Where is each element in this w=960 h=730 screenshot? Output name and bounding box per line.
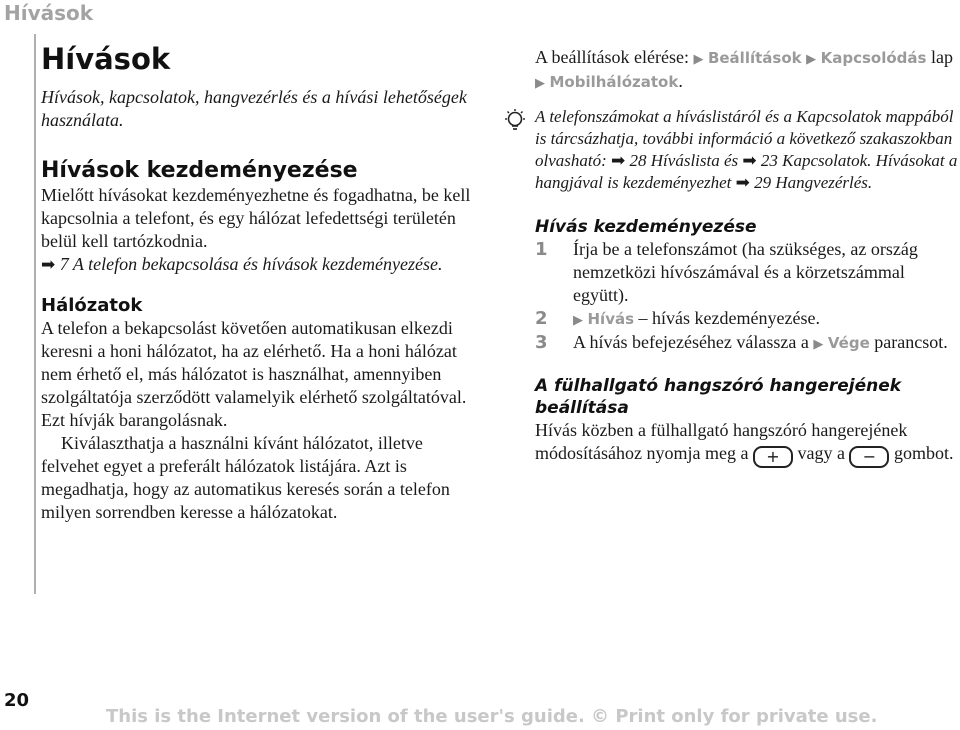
reference-arrow-icon: ➡ bbox=[41, 255, 56, 275]
networks-paragraph-2: Kiválaszthatja a használni kívánt hálózatot, illetve felvehet egyet a preferált hálózatok listájára. Azt is megadhatja, hogy az automatikus keresés során a telefon milyen sorrendben keresse a hálózatokat. bbox=[41, 433, 450, 522]
section-heading-earpiece-volume: A fülhallgató hangszóró hangerejének beállítása bbox=[535, 376, 902, 418]
menu-arrow-icon: ▶ bbox=[573, 312, 583, 327]
page-title: Hívások bbox=[41, 42, 171, 76]
intro-text: Hívások, kapcsolatok, hangvezérlés és a hívási lehetőségek használata. bbox=[41, 87, 467, 130]
menu-item-settings[interactable]: Beállítások bbox=[707, 49, 802, 67]
step-number: 2 bbox=[535, 308, 548, 329]
tip-reference-call-list[interactable]: 28 Híváslista bbox=[629, 151, 720, 170]
list-item bbox=[535, 307, 960, 331]
step-text: – hívás kezdeményezése. bbox=[638, 308, 820, 328]
menu-arrow-icon: ▶ bbox=[535, 75, 545, 90]
tip-box bbox=[535, 106, 960, 194]
volume-text-1: Hívás közben a fülhallgató hangszóró hangerejének módosításához nyomja meg a bbox=[535, 420, 908, 463]
step-number: 3 bbox=[535, 332, 548, 353]
volume-text-3: gombot. bbox=[893, 443, 954, 463]
call-steps-list bbox=[535, 238, 960, 355]
section-calls-body: Mielőtt hívásokat kezdeményezhetne és fogadhatna, be kell kapcsolnia a telefont, és egy hálózat lefedettségi területén belül kell tartózkodnia. bbox=[41, 185, 471, 251]
settings-path-tab-word: lap bbox=[930, 47, 953, 67]
reference-arrow-icon: ➡ bbox=[611, 151, 626, 171]
tip-text bbox=[535, 106, 960, 194]
list-item bbox=[535, 238, 960, 307]
volume-text-2: vagy a bbox=[797, 443, 845, 463]
section-heading-make-call: Hívás kezdeményezése bbox=[535, 217, 757, 237]
running-header-title: Hívások bbox=[4, 1, 94, 25]
step-number: 1 bbox=[535, 239, 548, 260]
running-header bbox=[0, 0, 960, 30]
menu-arrow-icon: ▶ bbox=[813, 336, 824, 351]
section-heading-networks: Hálózatok bbox=[41, 295, 143, 316]
step-text: Írja be a telefonszámot (ha szükséges, az ország nemzetközi hívószámával és a körzetszámmal együtt). bbox=[573, 239, 918, 305]
step-text: A hívás befejezéséhez válassza a bbox=[573, 332, 809, 352]
right-column bbox=[535, 46, 960, 468]
menu-item-connectivity[interactable]: Kapcsolódás bbox=[820, 49, 927, 67]
step-text-end: parancsot. bbox=[874, 332, 948, 352]
menu-arrow-icon: ▶ bbox=[806, 51, 817, 66]
settings-path-prefix: A beállítások elérése: bbox=[535, 47, 689, 67]
networks-paragraph-1: A telefon a bekapcsolást követően automatikusan elkezdi keresni a honi hálózatot, ha az elérhető. Ha a honi hálózat nem érhető el, más hálózatot is használhat, amennyiben szolgáltatója szerződött valamelyik elérhető szolgáltatóval. Ezt hívják barangolásnak. bbox=[41, 318, 467, 430]
tip-reference-contacts[interactable]: 23 Kapcsolatok. bbox=[760, 151, 872, 170]
reference-link[interactable]: 7 A telefon bekapcsolása és hívások kezdeményezése. bbox=[59, 254, 443, 274]
settings-path-suffix: . bbox=[678, 71, 683, 91]
tip-conjunction: és bbox=[723, 151, 739, 170]
tip-text-part-1: A telefonszámokat a híváslistáról és a Kapcsolatok mappából is tárcsázhatja, további információ a következő szakaszokban olvasható: bbox=[535, 107, 954, 170]
settings-path bbox=[535, 46, 960, 94]
volume-down-key-icon[interactable]: − bbox=[849, 446, 889, 468]
section-calls-reference bbox=[41, 253, 481, 277]
tip-reference-voice-control[interactable]: 29 Hangvezérlés. bbox=[754, 173, 873, 192]
menu-item-mobile-networks[interactable]: Mobilhálózatok bbox=[549, 73, 679, 91]
reference-arrow-icon: ➡ bbox=[742, 151, 757, 171]
reference-arrow-icon: ➡ bbox=[735, 173, 750, 193]
margin-rule bbox=[34, 34, 36, 594]
softkey-end[interactable]: Vége bbox=[827, 334, 870, 352]
volume-instructions bbox=[535, 419, 960, 468]
footer-notice: This is the Internet version of the user's guide. © Print only for private use. bbox=[106, 706, 878, 727]
volume-up-key-icon[interactable]: + bbox=[753, 446, 793, 468]
menu-arrow-icon: ▶ bbox=[693, 51, 704, 66]
list-item bbox=[535, 331, 960, 355]
page-number: 20 bbox=[4, 690, 30, 711]
left-column bbox=[41, 42, 481, 524]
softkey-call[interactable]: Hívás bbox=[587, 310, 635, 328]
lightbulb-tip-icon bbox=[503, 108, 527, 136]
section-heading-calls: Hívások kezdeményezése bbox=[41, 158, 358, 183]
tip-text-part-2: Hívásokat a hangjával is kezdeményezhet bbox=[535, 151, 958, 192]
